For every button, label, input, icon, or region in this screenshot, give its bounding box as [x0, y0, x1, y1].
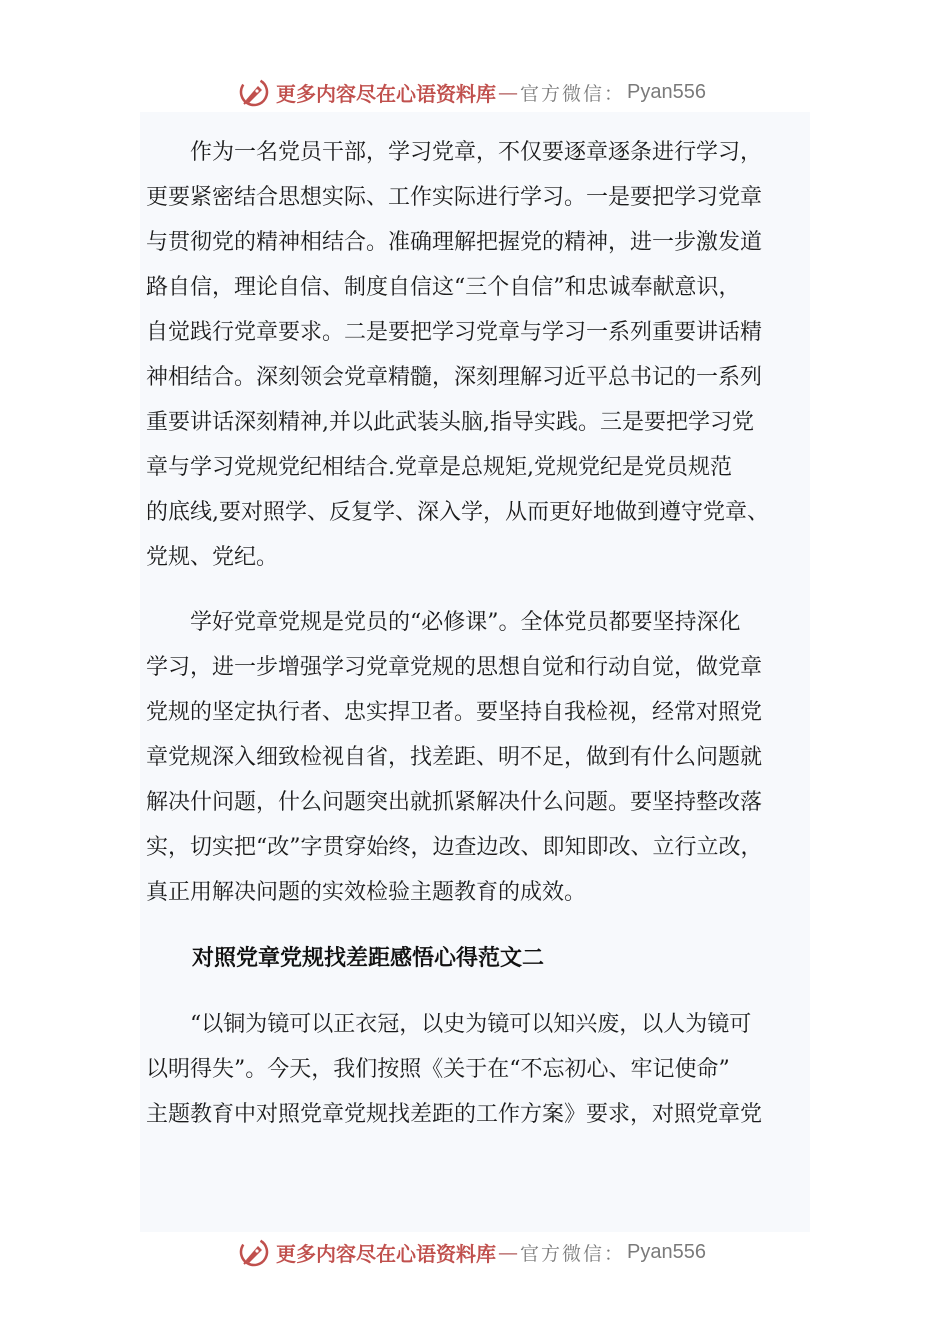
watermark-wechat-label: 官方微信： [520, 82, 626, 105]
watermark-wechat-id: Pyan556 [627, 80, 706, 103]
text-line: 的底线,要对照学、反复学、深入学，从而更好地做到遵守党章、 [146, 500, 769, 525]
pen-nib-logo-icon [236, 74, 272, 110]
text-line: 实，切实把“改”字贯穿始终，边查边改、即知即改、立行立改， [146, 835, 763, 860]
text-line: 党规、党纪。 [146, 545, 279, 570]
watermark-site-name: 更多内容尽在心语资料库 [276, 1241, 496, 1266]
text-line: 更要紧密结合思想实际、工作实际进行学习。一是要把学习党章 [146, 185, 763, 210]
text-line: 党规的坚定执行者、忠实捍卫者。要坚持自我检视，经常对照党 [146, 700, 763, 725]
paragraph-1 [146, 130, 816, 580]
text-line: 自觉践行党章要求。二是要把学习党章与学习一系列重要讲话精 [146, 320, 763, 345]
paragraph-2 [146, 600, 816, 915]
watermark-wechat-id: Pyan556 [627, 1240, 706, 1263]
text-line: 学习，进一步增强学习党章党规的思想自觉和行动自觉，做党章 [146, 655, 763, 680]
text-line: 解决什问题，什么问题突出就抓紧解决什么问题。要坚持整改落 [146, 790, 763, 815]
header-watermark [236, 72, 706, 112]
text-line: 神相结合。深刻领会党章精髓，深刻理解习近平总书记的一系列 [146, 365, 763, 390]
text-line: 重要讲话深刻精神,并以此武装头脑,指导实践。三是要把学习党 [146, 410, 754, 435]
footer-watermark [236, 1232, 706, 1272]
watermark-wechat-label: 官方微信： [520, 1242, 626, 1265]
text-line: 章党规深入细致检视自省，找差距、明不足，做到有什么问题就 [146, 745, 763, 770]
text-line: 以明得失”。今天，我们按照《关于在“不忘初心、牢记使命” [146, 1057, 730, 1082]
text-line: 主题教育中对照党章党规找差距的工作方案》要求，对照党章党 [146, 1102, 763, 1127]
watermark-site-name: 更多内容尽在心语资料库 [276, 81, 496, 106]
section-heading: 对照党章党规找差距感悟心得范文二 [192, 945, 545, 971]
text-line: 章与学习党规党纪相结合.党章是总规矩,党规党纪是党员规范 [146, 455, 732, 480]
watermark-dash: — [498, 80, 518, 104]
text-line: “以铜为镜可以正衣冠，以史为镜可以知兴废，以人为镜可 [146, 1012, 752, 1037]
text-line: 与贯彻党的精神相结合。准确理解把握党的精神，进一步激发道 [146, 230, 763, 255]
paragraph-3 [146, 1002, 816, 1137]
text-line: 路自信，理论自信、制度自信这“三个自信”和忠诚奉献意识， [146, 275, 741, 300]
watermark-dash: — [498, 1240, 518, 1264]
text-line: 作为一名党员干部，学习党章，不仅要逐章逐条进行学习， [146, 140, 763, 165]
text-line: 学好党章党规是党员的“必修课”。全体党员都要坚持深化 [146, 610, 741, 635]
text-line: 真正用解决问题的实效检验主题教育的成效。 [146, 880, 587, 905]
pen-nib-logo-icon [236, 1234, 272, 1270]
